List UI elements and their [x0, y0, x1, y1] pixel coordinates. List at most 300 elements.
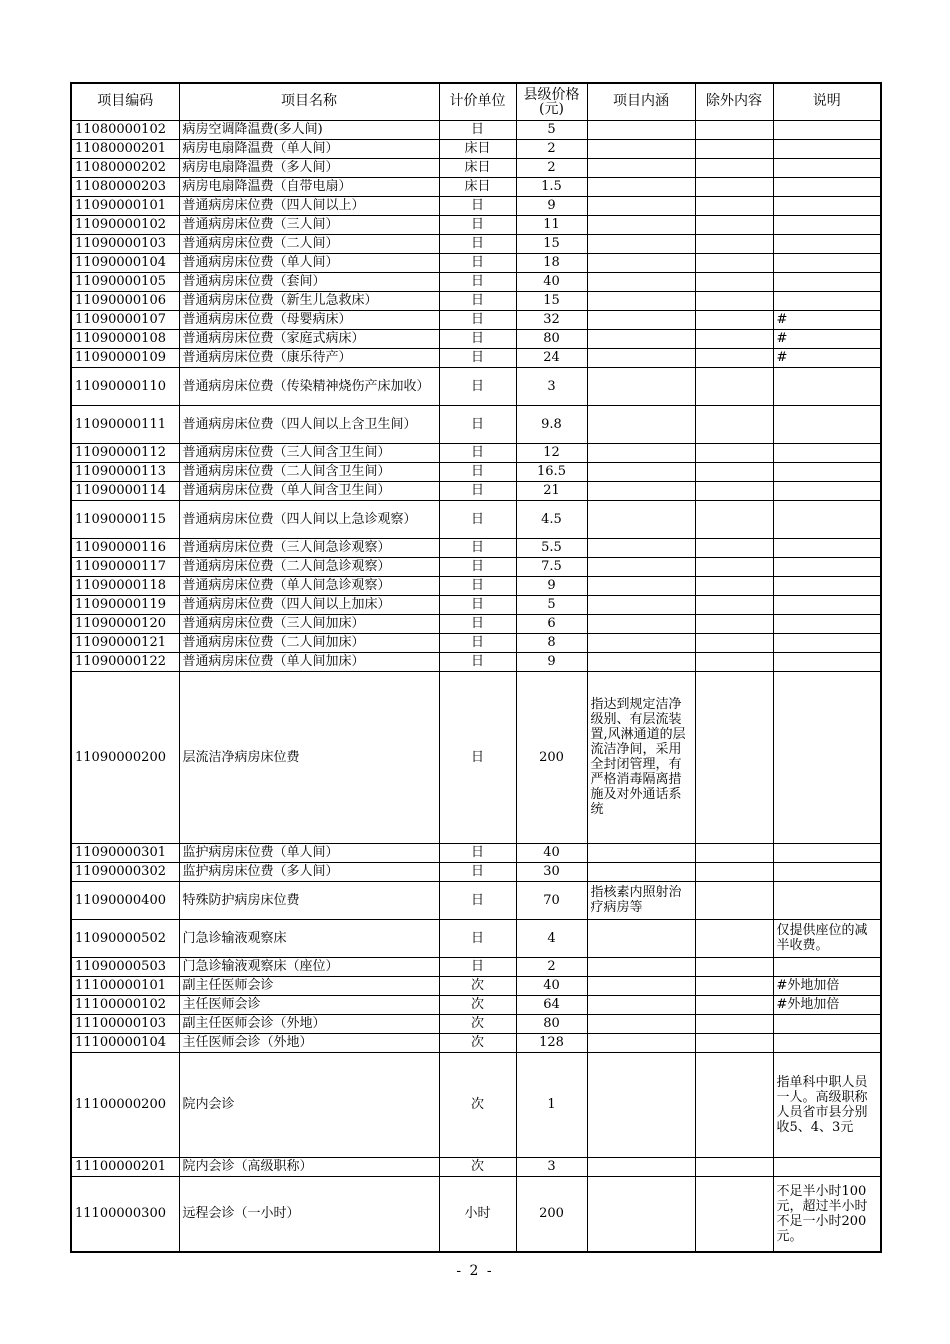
cell-note — [773, 862, 881, 881]
table-row — [71, 291, 881, 310]
cell-code: 11090000120 — [71, 614, 179, 633]
cell-exclusion — [695, 976, 773, 995]
cell-note — [773, 196, 881, 215]
cell-unit: 日 — [439, 538, 516, 557]
cell-content — [587, 957, 695, 976]
cell-exclusion — [695, 291, 773, 310]
cell-content: 指核素内照射治疗病房等 — [587, 881, 695, 919]
table-row — [71, 481, 881, 500]
cell-note — [773, 881, 881, 919]
cell-unit: 次 — [439, 1052, 516, 1157]
table-row — [71, 843, 881, 862]
cell-note — [773, 481, 881, 500]
cell-unit: 日 — [439, 120, 516, 139]
cell-code: 11090000302 — [71, 862, 179, 881]
cell-exclusion — [695, 1052, 773, 1157]
cell-exclusion — [695, 348, 773, 367]
cell-name: 普通病房床位费（二人间含卫生间） — [179, 462, 439, 481]
cell-price: 4 — [516, 919, 587, 957]
cell-exclusion — [695, 652, 773, 671]
cell-content — [587, 481, 695, 500]
cell-code: 11090000109 — [71, 348, 179, 367]
cell-content — [587, 462, 695, 481]
cell-exclusion — [695, 272, 773, 291]
cell-unit: 日 — [439, 633, 516, 652]
header-note: 说明 — [773, 83, 881, 120]
cell-content — [587, 862, 695, 881]
cell-unit: 次 — [439, 995, 516, 1014]
cell-content — [587, 1176, 695, 1252]
cell-code: 11080000102 — [71, 120, 179, 139]
cell-unit: 日 — [439, 481, 516, 500]
cell-code: 11090000112 — [71, 443, 179, 462]
cell-content — [587, 443, 695, 462]
cell-name: 特殊防护病房床位费 — [179, 881, 439, 919]
cell-content — [587, 995, 695, 1014]
cell-name: 普通病房床位费（四人间以上急诊观察） — [179, 500, 439, 538]
table-row — [71, 120, 881, 139]
cell-price: 9 — [516, 576, 587, 595]
table-row — [71, 139, 881, 158]
table-row — [71, 633, 881, 652]
cell-price: 80 — [516, 329, 587, 348]
header-name: 项目名称 — [179, 83, 439, 120]
cell-content — [587, 367, 695, 405]
cell-note — [773, 158, 881, 177]
table-row — [71, 1052, 881, 1157]
table-row — [71, 310, 881, 329]
cell-note — [773, 1157, 881, 1176]
cell-content — [587, 215, 695, 234]
cell-note — [773, 633, 881, 652]
cell-content — [587, 310, 695, 329]
cell-name: 主任医师会诊 — [179, 995, 439, 1014]
cell-unit: 日 — [439, 215, 516, 234]
cell-name: 普通病房床位费（四人间以上含卫生间） — [179, 405, 439, 443]
cell-name: 普通病房床位费（单人间含卫生间） — [179, 481, 439, 500]
cell-exclusion — [695, 538, 773, 557]
cell-name: 普通病房床位费（二人间） — [179, 234, 439, 253]
table-row — [71, 862, 881, 881]
cell-note — [773, 957, 881, 976]
cell-code: 11100000300 — [71, 1176, 179, 1252]
cell-exclusion — [695, 462, 773, 481]
table-row — [71, 367, 881, 405]
cell-code: 11090000107 — [71, 310, 179, 329]
cell-note — [773, 1014, 881, 1033]
cell-note — [773, 120, 881, 139]
table-row — [71, 995, 881, 1014]
cell-content — [587, 500, 695, 538]
page-number: - 2 - — [456, 1263, 494, 1279]
cell-name: 普通病房床位费（康乐待产） — [179, 348, 439, 367]
cell-unit: 日 — [439, 405, 516, 443]
cell-code: 11100000201 — [71, 1157, 179, 1176]
cell-price: 2 — [516, 957, 587, 976]
cell-name: 副主任医师会诊（外地） — [179, 1014, 439, 1033]
cell-unit: 日 — [439, 196, 516, 215]
cell-exclusion — [695, 1157, 773, 1176]
table-row — [71, 595, 881, 614]
cell-unit: 次 — [439, 1014, 516, 1033]
cell-content — [587, 652, 695, 671]
table-row — [71, 500, 881, 538]
cell-exclusion — [695, 443, 773, 462]
cell-content — [587, 329, 695, 348]
cell-note — [773, 462, 881, 481]
cell-price: 80 — [516, 1014, 587, 1033]
cell-content — [587, 595, 695, 614]
cell-price: 3 — [516, 1157, 587, 1176]
cell-unit: 日 — [439, 881, 516, 919]
cell-price: 64 — [516, 995, 587, 1014]
cell-price: 2 — [516, 139, 587, 158]
cell-unit: 次 — [439, 1157, 516, 1176]
cell-name: 普通病房床位费（家庭式病床） — [179, 329, 439, 348]
cell-code: 11100000200 — [71, 1052, 179, 1157]
cell-code: 11080000202 — [71, 158, 179, 177]
cell-name: 普通病房床位费（三人间） — [179, 215, 439, 234]
cell-name: 普通病房床位费（新生儿急救床） — [179, 291, 439, 310]
cell-unit: 日 — [439, 576, 516, 595]
cell-name: 普通病房床位费（四人间以上） — [179, 196, 439, 215]
cell-unit: 日 — [439, 614, 516, 633]
cell-unit: 日 — [439, 671, 516, 843]
cell-unit: 日 — [439, 595, 516, 614]
cell-code: 11090000111 — [71, 405, 179, 443]
cell-name: 普通病房床位费（单人间急诊观察） — [179, 576, 439, 595]
header-unit: 计价单位 — [439, 83, 516, 120]
cell-exclusion — [695, 329, 773, 348]
cell-content — [587, 253, 695, 272]
cell-name: 院内会诊（高级职称） — [179, 1157, 439, 1176]
table-row — [71, 348, 881, 367]
cell-content — [587, 120, 695, 139]
cell-content — [587, 139, 695, 158]
cell-exclusion — [695, 862, 773, 881]
table-row — [71, 957, 881, 976]
cell-price: 2 — [516, 158, 587, 177]
cell-code: 11090000114 — [71, 481, 179, 500]
header-exclusion: 除外内容 — [695, 83, 773, 120]
table-row — [71, 405, 881, 443]
cell-code: 11100000104 — [71, 1033, 179, 1052]
cell-note — [773, 272, 881, 291]
cell-note: 指单科中职人员一人。高级职称人员省市县分别收5、4、3元 — [773, 1052, 881, 1157]
cell-content — [587, 1157, 695, 1176]
cell-name: 普通病房床位费（三人间急诊观察） — [179, 538, 439, 557]
cell-content — [587, 348, 695, 367]
cell-note — [773, 576, 881, 595]
cell-price: 200 — [516, 1176, 587, 1252]
table-row — [71, 1014, 881, 1033]
cell-content — [587, 919, 695, 957]
cell-name: 副主任医师会诊 — [179, 976, 439, 995]
cell-name: 监护病房床位费（多人间） — [179, 862, 439, 881]
cell-code: 11090000116 — [71, 538, 179, 557]
cell-exclusion — [695, 310, 773, 329]
cell-name: 层流洁净病房床位费 — [179, 671, 439, 843]
cell-content — [587, 405, 695, 443]
cell-exclusion — [695, 177, 773, 196]
cell-note — [773, 139, 881, 158]
cell-content — [587, 614, 695, 633]
cell-price: 24 — [516, 348, 587, 367]
cell-exclusion — [695, 215, 773, 234]
cell-exclusion — [695, 843, 773, 862]
cell-unit: 床日 — [439, 158, 516, 177]
cell-content — [587, 158, 695, 177]
cell-note — [773, 443, 881, 462]
cell-code: 11080000201 — [71, 139, 179, 158]
table-row — [71, 234, 881, 253]
cell-code: 11080000203 — [71, 177, 179, 196]
cell-note — [773, 253, 881, 272]
cell-price: 40 — [516, 976, 587, 995]
cell-unit: 日 — [439, 443, 516, 462]
cell-exclusion — [695, 120, 773, 139]
cell-content — [587, 976, 695, 995]
cell-name: 病房电扇降温费（单人间） — [179, 139, 439, 158]
cell-note — [773, 1033, 881, 1052]
cell-note: # — [773, 348, 881, 367]
cell-code: 11090000108 — [71, 329, 179, 348]
cell-price: 12 — [516, 443, 587, 462]
cell-exclusion — [695, 500, 773, 538]
cell-price: 32 — [516, 310, 587, 329]
cell-price: 18 — [516, 253, 587, 272]
table-row — [71, 614, 881, 633]
cell-exclusion — [695, 1014, 773, 1033]
cell-code: 11090000502 — [71, 919, 179, 957]
cell-code: 11090000119 — [71, 595, 179, 614]
cell-name: 门急诊输液观察床 — [179, 919, 439, 957]
cell-unit: 次 — [439, 1033, 516, 1052]
cell-note: #外地加倍 — [773, 976, 881, 995]
cell-price: 200 — [516, 671, 587, 843]
cell-note — [773, 215, 881, 234]
cell-price: 4.5 — [516, 500, 587, 538]
cell-content — [587, 557, 695, 576]
cell-price: 9 — [516, 652, 587, 671]
cell-exclusion — [695, 139, 773, 158]
cell-content — [587, 538, 695, 557]
cell-code: 11090000118 — [71, 576, 179, 595]
cell-code: 11090000113 — [71, 462, 179, 481]
cell-unit: 日 — [439, 272, 516, 291]
cell-name: 普通病房床位费（三人间含卫生间） — [179, 443, 439, 462]
cell-code: 11090000122 — [71, 652, 179, 671]
cell-unit: 日 — [439, 234, 516, 253]
cell-code: 11100000101 — [71, 976, 179, 995]
table-row — [71, 158, 881, 177]
cell-exclusion — [695, 576, 773, 595]
cell-code: 11090000115 — [71, 500, 179, 538]
table-row — [71, 1157, 881, 1176]
table-row — [71, 919, 881, 957]
table-row — [71, 329, 881, 348]
cell-note — [773, 367, 881, 405]
cell-name: 普通病房床位费（单人间加床） — [179, 652, 439, 671]
cell-price: 30 — [516, 862, 587, 881]
cell-note — [773, 652, 881, 671]
cell-code: 11090000301 — [71, 843, 179, 862]
cell-code: 11090000200 — [71, 671, 179, 843]
cell-unit: 日 — [439, 862, 516, 881]
cell-code: 11090000103 — [71, 234, 179, 253]
cell-price: 21 — [516, 481, 587, 500]
table-row — [71, 272, 881, 291]
cell-note: 不足半小时100元，超过半小时不足一小时200元。 — [773, 1176, 881, 1252]
cell-unit: 日 — [439, 348, 516, 367]
table-row — [71, 443, 881, 462]
cell-code: 11090000105 — [71, 272, 179, 291]
cell-code: 11090000106 — [71, 291, 179, 310]
cell-price: 9 — [516, 196, 587, 215]
cell-content — [587, 272, 695, 291]
cell-content — [587, 291, 695, 310]
cell-name: 普通病房床位费（套间） — [179, 272, 439, 291]
table-row — [71, 538, 881, 557]
cell-code: 11090000110 — [71, 367, 179, 405]
cell-price: 8 — [516, 633, 587, 652]
table-row — [71, 196, 881, 215]
cell-note: #外地加倍 — [773, 995, 881, 1014]
price-table — [70, 82, 882, 1253]
cell-name: 监护病房床位费（单人间） — [179, 843, 439, 862]
table-row — [71, 576, 881, 595]
cell-note: 仅提供座位的减半收费。 — [773, 919, 881, 957]
cell-price: 15 — [516, 234, 587, 253]
cell-exclusion — [695, 919, 773, 957]
cell-name: 普通病房床位费（三人间加床） — [179, 614, 439, 633]
cell-exclusion — [695, 671, 773, 843]
cell-price: 6 — [516, 614, 587, 633]
cell-unit: 日 — [439, 843, 516, 862]
cell-price: 40 — [516, 272, 587, 291]
cell-code: 11090000101 — [71, 196, 179, 215]
cell-content — [587, 843, 695, 862]
cell-name: 普通病房床位费（四人间以上加床） — [179, 595, 439, 614]
cell-name: 病房空调降温费(多人间) — [179, 120, 439, 139]
cell-exclusion — [695, 614, 773, 633]
table-row — [71, 177, 881, 196]
cell-code: 11090000102 — [71, 215, 179, 234]
cell-note — [773, 291, 881, 310]
cell-note — [773, 234, 881, 253]
cell-unit: 日 — [439, 253, 516, 272]
cell-unit: 日 — [439, 652, 516, 671]
cell-note — [773, 671, 881, 843]
cell-name: 门急诊输液观察床（座位） — [179, 957, 439, 976]
cell-name: 远程会诊（一小时） — [179, 1176, 439, 1252]
cell-exclusion — [695, 253, 773, 272]
cell-unit: 床日 — [439, 177, 516, 196]
cell-name: 普通病房床位费（母婴病床） — [179, 310, 439, 329]
cell-code: 11090000503 — [71, 957, 179, 976]
cell-name: 普通病房床位费（单人间） — [179, 253, 439, 272]
cell-unit: 床日 — [439, 139, 516, 158]
cell-code: 11100000102 — [71, 995, 179, 1014]
table-row — [71, 215, 881, 234]
cell-exclusion — [695, 481, 773, 500]
header-row — [71, 83, 881, 120]
cell-exclusion — [695, 633, 773, 652]
cell-note: # — [773, 329, 881, 348]
cell-exclusion — [695, 158, 773, 177]
cell-note: # — [773, 310, 881, 329]
cell-unit: 日 — [439, 310, 516, 329]
cell-price: 1.5 — [516, 177, 587, 196]
cell-note — [773, 177, 881, 196]
cell-price: 70 — [516, 881, 587, 919]
cell-price: 9.8 — [516, 405, 587, 443]
cell-price: 5 — [516, 595, 587, 614]
cell-price: 5.5 — [516, 538, 587, 557]
cell-unit: 小时 — [439, 1176, 516, 1252]
cell-exclusion — [695, 557, 773, 576]
cell-unit: 日 — [439, 291, 516, 310]
cell-exclusion — [695, 234, 773, 253]
table-row — [71, 881, 881, 919]
cell-exclusion — [695, 1176, 773, 1252]
cell-note — [773, 614, 881, 633]
header-content: 项目内涵 — [587, 83, 695, 120]
cell-content — [587, 196, 695, 215]
cell-price: 15 — [516, 291, 587, 310]
cell-content — [587, 1052, 695, 1157]
cell-exclusion — [695, 595, 773, 614]
cell-code: 11090000117 — [71, 557, 179, 576]
cell-name: 病房电扇降温费（多人间） — [179, 158, 439, 177]
header-code: 项目编码 — [71, 83, 179, 120]
cell-unit: 日 — [439, 957, 516, 976]
table-row — [71, 1176, 881, 1252]
cell-exclusion — [695, 1033, 773, 1052]
cell-unit: 日 — [439, 919, 516, 957]
table-row — [71, 462, 881, 481]
cell-unit: 次 — [439, 976, 516, 995]
cell-exclusion — [695, 881, 773, 919]
cell-note — [773, 557, 881, 576]
header-price: 县级价格(元) — [516, 83, 587, 120]
cell-price: 3 — [516, 367, 587, 405]
cell-content — [587, 1014, 695, 1033]
cell-name: 病房电扇降温费（自带电扇） — [179, 177, 439, 196]
cell-exclusion — [695, 995, 773, 1014]
cell-note — [773, 538, 881, 557]
cell-exclusion — [695, 196, 773, 215]
cell-unit: 日 — [439, 329, 516, 348]
cell-note — [773, 405, 881, 443]
cell-name: 普通病房床位费（二人间急诊观察） — [179, 557, 439, 576]
cell-price: 11 — [516, 215, 587, 234]
cell-note — [773, 500, 881, 538]
cell-content — [587, 234, 695, 253]
cell-code: 11090000121 — [71, 633, 179, 652]
cell-name: 主任医师会诊（外地） — [179, 1033, 439, 1052]
cell-exclusion — [695, 405, 773, 443]
cell-name: 普通病房床位费（传染精神烧伤产床加收） — [179, 367, 439, 405]
cell-code: 11100000103 — [71, 1014, 179, 1033]
cell-content — [587, 633, 695, 652]
table-row — [71, 976, 881, 995]
cell-name: 院内会诊 — [179, 1052, 439, 1157]
cell-exclusion — [695, 957, 773, 976]
table-row — [71, 671, 881, 843]
table-row — [71, 652, 881, 671]
cell-price: 128 — [516, 1033, 587, 1052]
